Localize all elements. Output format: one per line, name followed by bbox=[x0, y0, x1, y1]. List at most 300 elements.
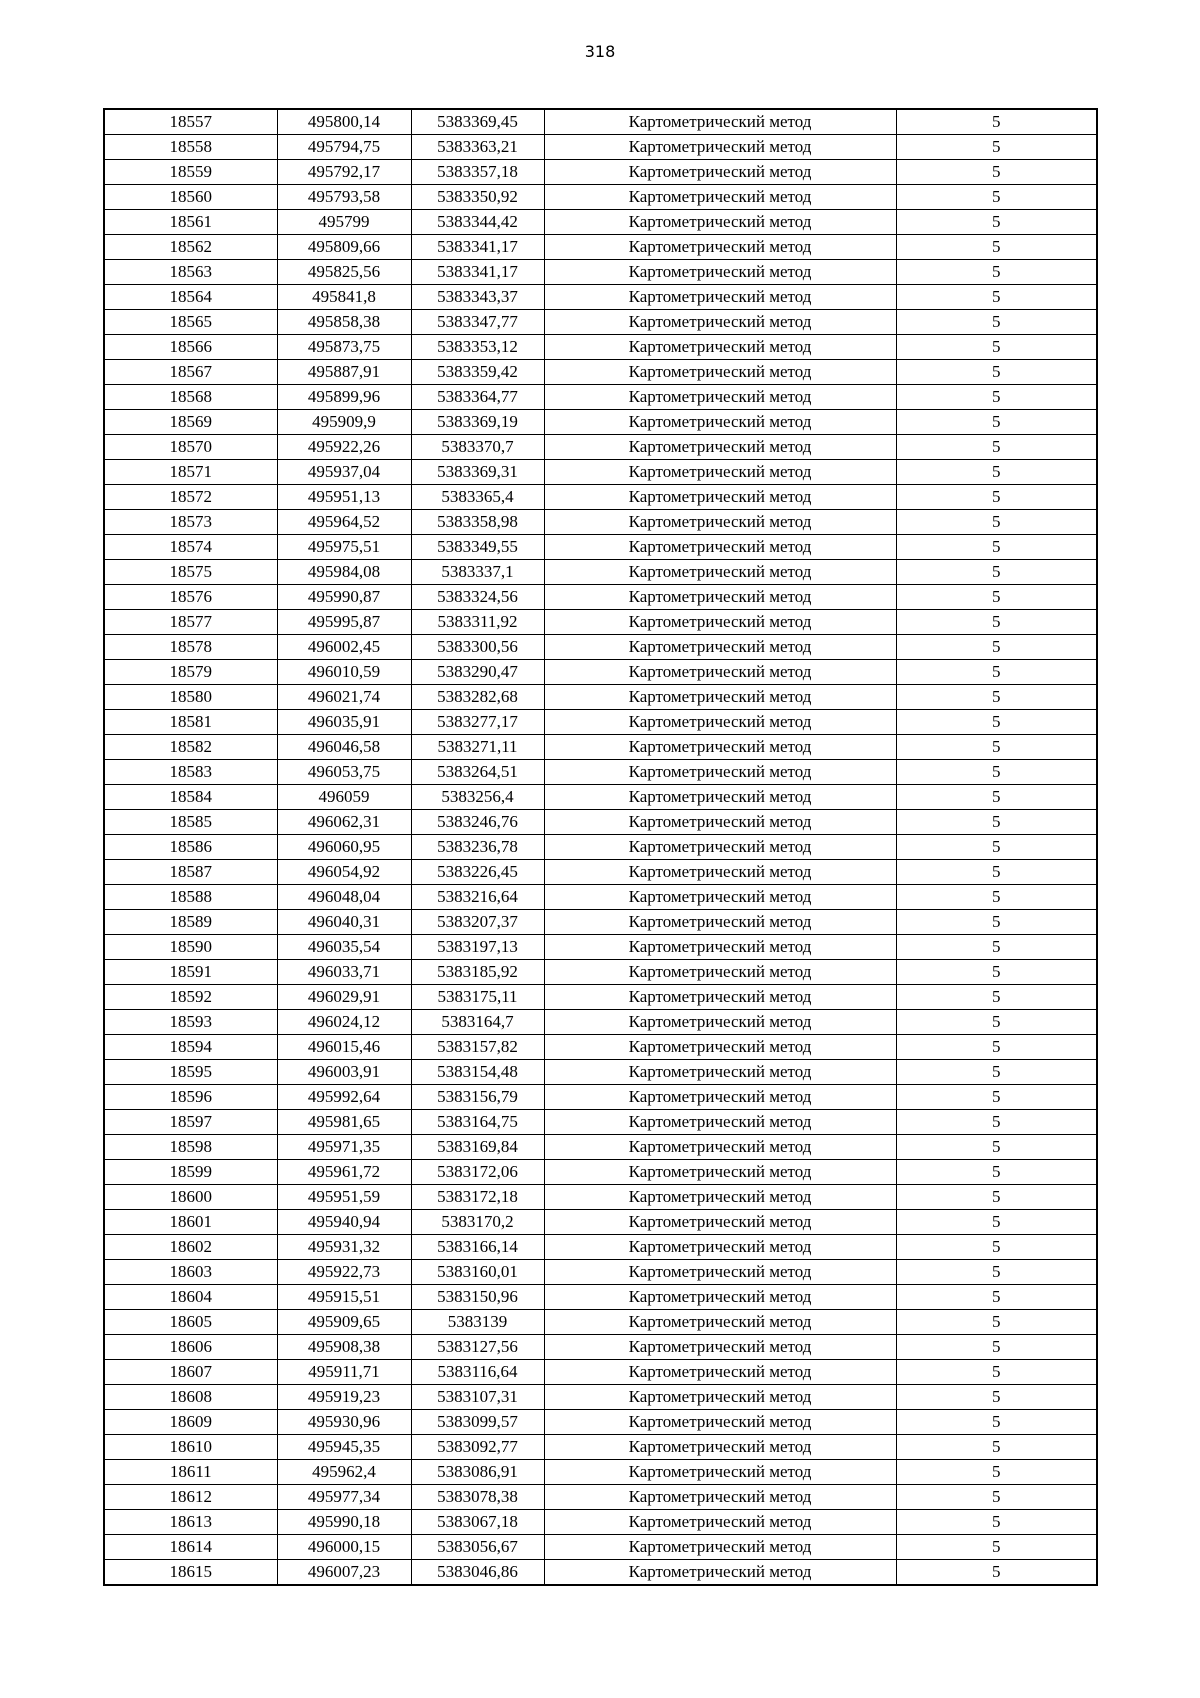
x-coordinate-cell: 495995,87 bbox=[277, 610, 411, 635]
accuracy-cell: 5 bbox=[896, 135, 1097, 160]
y-coordinate-cell: 5383160,01 bbox=[411, 1260, 544, 1285]
x-coordinate-cell: 495990,18 bbox=[277, 1510, 411, 1535]
method-cell: Картометрический метод bbox=[544, 485, 896, 510]
table-row bbox=[104, 135, 1097, 160]
accuracy-cell: 5 bbox=[896, 109, 1097, 135]
method-cell: Картометрический метод bbox=[544, 285, 896, 310]
accuracy-cell: 5 bbox=[896, 310, 1097, 335]
x-coordinate-cell: 495793,58 bbox=[277, 185, 411, 210]
table-row bbox=[104, 585, 1097, 610]
accuracy-cell: 5 bbox=[896, 185, 1097, 210]
method-cell: Картометрический метод bbox=[544, 1260, 896, 1285]
point-number-cell: 18582 bbox=[104, 735, 277, 760]
table-row bbox=[104, 1185, 1097, 1210]
method-cell: Картометрический метод bbox=[544, 1460, 896, 1485]
method-cell: Картометрический метод bbox=[544, 1435, 896, 1460]
y-coordinate-cell: 5383369,45 bbox=[411, 109, 544, 135]
y-coordinate-cell: 5383277,17 bbox=[411, 710, 544, 735]
accuracy-cell: 5 bbox=[896, 985, 1097, 1010]
accuracy-cell: 5 bbox=[896, 935, 1097, 960]
accuracy-cell: 5 bbox=[896, 1010, 1097, 1035]
accuracy-cell: 5 bbox=[896, 685, 1097, 710]
x-coordinate-cell: 495992,64 bbox=[277, 1085, 411, 1110]
point-number-cell: 18591 bbox=[104, 960, 277, 985]
x-coordinate-cell: 496029,91 bbox=[277, 985, 411, 1010]
point-number-cell: 18612 bbox=[104, 1485, 277, 1510]
accuracy-cell: 5 bbox=[896, 285, 1097, 310]
y-coordinate-cell: 5383107,31 bbox=[411, 1385, 544, 1410]
method-cell: Картометрический метод bbox=[544, 385, 896, 410]
point-number-cell: 18584 bbox=[104, 785, 277, 810]
table-row bbox=[104, 360, 1097, 385]
y-coordinate-cell: 5383282,68 bbox=[411, 685, 544, 710]
table-row bbox=[104, 385, 1097, 410]
table-row bbox=[104, 960, 1097, 985]
accuracy-cell: 5 bbox=[896, 1085, 1097, 1110]
y-coordinate-cell: 5383246,76 bbox=[411, 810, 544, 835]
point-number-cell: 18586 bbox=[104, 835, 277, 860]
method-cell: Картометрический метод bbox=[544, 235, 896, 260]
accuracy-cell: 5 bbox=[896, 635, 1097, 660]
y-coordinate-cell: 5383046,86 bbox=[411, 1560, 544, 1586]
page-number: 318 bbox=[584, 42, 616, 61]
point-number-cell: 18597 bbox=[104, 1110, 277, 1135]
method-cell: Картометрический метод bbox=[544, 135, 896, 160]
y-coordinate-cell: 5383256,4 bbox=[411, 785, 544, 810]
y-coordinate-cell: 5383078,38 bbox=[411, 1485, 544, 1510]
x-coordinate-cell: 495873,75 bbox=[277, 335, 411, 360]
y-coordinate-cell: 5383363,21 bbox=[411, 135, 544, 160]
point-number-cell: 18587 bbox=[104, 860, 277, 885]
accuracy-cell: 5 bbox=[896, 1035, 1097, 1060]
accuracy-cell: 5 bbox=[896, 1335, 1097, 1360]
method-cell: Картометрический метод bbox=[544, 960, 896, 985]
y-coordinate-cell: 5383216,64 bbox=[411, 885, 544, 910]
x-coordinate-cell: 495937,04 bbox=[277, 460, 411, 485]
point-number-cell: 18572 bbox=[104, 485, 277, 510]
x-coordinate-cell: 495931,32 bbox=[277, 1235, 411, 1260]
table-row bbox=[104, 1310, 1097, 1335]
method-cell: Картометрический метод bbox=[544, 660, 896, 685]
accuracy-cell: 5 bbox=[896, 1210, 1097, 1235]
point-number-cell: 18610 bbox=[104, 1435, 277, 1460]
point-number-cell: 18583 bbox=[104, 760, 277, 785]
x-coordinate-cell: 496062,31 bbox=[277, 810, 411, 835]
table-row bbox=[104, 1385, 1097, 1410]
x-coordinate-cell: 495909,65 bbox=[277, 1310, 411, 1335]
point-number-cell: 18565 bbox=[104, 310, 277, 335]
y-coordinate-cell: 5383344,42 bbox=[411, 210, 544, 235]
y-coordinate-cell: 5383169,84 bbox=[411, 1135, 544, 1160]
point-number-cell: 18611 bbox=[104, 1460, 277, 1485]
x-coordinate-cell: 495922,73 bbox=[277, 1260, 411, 1285]
method-cell: Картометрический метод bbox=[544, 785, 896, 810]
point-number-cell: 18590 bbox=[104, 935, 277, 960]
y-coordinate-cell: 5383157,82 bbox=[411, 1035, 544, 1060]
point-number-cell: 18592 bbox=[104, 985, 277, 1010]
point-number-cell: 18580 bbox=[104, 685, 277, 710]
x-coordinate-cell: 495975,51 bbox=[277, 535, 411, 560]
table-row bbox=[104, 560, 1097, 585]
x-coordinate-cell: 496007,23 bbox=[277, 1560, 411, 1586]
point-number-cell: 18602 bbox=[104, 1235, 277, 1260]
point-number-cell: 18581 bbox=[104, 710, 277, 735]
table-row bbox=[104, 1235, 1097, 1260]
x-coordinate-cell: 496046,58 bbox=[277, 735, 411, 760]
y-coordinate-cell: 5383172,18 bbox=[411, 1185, 544, 1210]
table-row bbox=[104, 109, 1097, 135]
x-coordinate-cell: 496010,59 bbox=[277, 660, 411, 685]
accuracy-cell: 5 bbox=[896, 1460, 1097, 1485]
method-cell: Картометрический метод bbox=[544, 910, 896, 935]
point-number-cell: 18615 bbox=[104, 1560, 277, 1586]
x-coordinate-cell: 495940,94 bbox=[277, 1210, 411, 1235]
method-cell: Картометрический метод bbox=[544, 735, 896, 760]
x-coordinate-cell: 496003,91 bbox=[277, 1060, 411, 1085]
table-row bbox=[104, 610, 1097, 635]
point-number-cell: 18563 bbox=[104, 260, 277, 285]
x-coordinate-cell: 495799 bbox=[277, 210, 411, 235]
y-coordinate-cell: 5383349,55 bbox=[411, 535, 544, 560]
y-coordinate-cell: 5383324,56 bbox=[411, 585, 544, 610]
accuracy-cell: 5 bbox=[896, 1185, 1097, 1210]
method-cell: Картометрический метод bbox=[544, 710, 896, 735]
y-coordinate-cell: 5383341,17 bbox=[411, 235, 544, 260]
x-coordinate-cell: 495909,9 bbox=[277, 410, 411, 435]
coordinates-table-body bbox=[104, 109, 1097, 1585]
y-coordinate-cell: 5383127,56 bbox=[411, 1335, 544, 1360]
y-coordinate-cell: 5383056,67 bbox=[411, 1535, 544, 1560]
point-number-cell: 18568 bbox=[104, 385, 277, 410]
y-coordinate-cell: 5383236,78 bbox=[411, 835, 544, 860]
x-coordinate-cell: 495887,91 bbox=[277, 360, 411, 385]
table-row bbox=[104, 735, 1097, 760]
table-row bbox=[104, 1160, 1097, 1185]
table-row bbox=[104, 635, 1097, 660]
point-number-cell: 18576 bbox=[104, 585, 277, 610]
table-row bbox=[104, 935, 1097, 960]
x-coordinate-cell: 495951,59 bbox=[277, 1185, 411, 1210]
y-coordinate-cell: 5383170,2 bbox=[411, 1210, 544, 1235]
y-coordinate-cell: 5383207,37 bbox=[411, 910, 544, 935]
accuracy-cell: 5 bbox=[896, 335, 1097, 360]
y-coordinate-cell: 5383290,47 bbox=[411, 660, 544, 685]
point-number-cell: 18606 bbox=[104, 1335, 277, 1360]
accuracy-cell: 5 bbox=[896, 1310, 1097, 1335]
accuracy-cell: 5 bbox=[896, 235, 1097, 260]
table-row bbox=[104, 310, 1097, 335]
x-coordinate-cell: 496059 bbox=[277, 785, 411, 810]
y-coordinate-cell: 5383341,17 bbox=[411, 260, 544, 285]
x-coordinate-cell: 495951,13 bbox=[277, 485, 411, 510]
x-coordinate-cell: 495792,17 bbox=[277, 160, 411, 185]
table-row bbox=[104, 860, 1097, 885]
table-row bbox=[104, 210, 1097, 235]
table-row bbox=[104, 1435, 1097, 1460]
point-number-cell: 18561 bbox=[104, 210, 277, 235]
x-coordinate-cell: 495800,14 bbox=[277, 109, 411, 135]
y-coordinate-cell: 5383369,19 bbox=[411, 410, 544, 435]
method-cell: Картометрический метод bbox=[544, 810, 896, 835]
accuracy-cell: 5 bbox=[896, 460, 1097, 485]
table-row bbox=[104, 1510, 1097, 1535]
y-coordinate-cell: 5383364,77 bbox=[411, 385, 544, 410]
table-row bbox=[104, 485, 1097, 510]
method-cell: Картометрический метод bbox=[544, 1385, 896, 1410]
point-number-cell: 18559 bbox=[104, 160, 277, 185]
method-cell: Картометрический метод bbox=[544, 885, 896, 910]
y-coordinate-cell: 5383185,92 bbox=[411, 960, 544, 985]
y-coordinate-cell: 5383343,37 bbox=[411, 285, 544, 310]
table-row bbox=[104, 1085, 1097, 1110]
point-number-cell: 18564 bbox=[104, 285, 277, 310]
table-row bbox=[104, 335, 1097, 360]
table-row bbox=[104, 160, 1097, 185]
method-cell: Картометрический метод bbox=[544, 760, 896, 785]
method-cell: Картометрический метод bbox=[544, 1510, 896, 1535]
accuracy-cell: 5 bbox=[896, 410, 1097, 435]
method-cell: Картометрический метод bbox=[544, 1210, 896, 1235]
accuracy-cell: 5 bbox=[896, 1360, 1097, 1385]
point-number-cell: 18594 bbox=[104, 1035, 277, 1060]
y-coordinate-cell: 5383067,18 bbox=[411, 1510, 544, 1535]
accuracy-cell: 5 bbox=[896, 1110, 1097, 1135]
point-number-cell: 18604 bbox=[104, 1285, 277, 1310]
table-row bbox=[104, 1560, 1097, 1586]
accuracy-cell: 5 bbox=[896, 760, 1097, 785]
x-coordinate-cell: 495930,96 bbox=[277, 1410, 411, 1435]
method-cell: Картометрический метод bbox=[544, 1035, 896, 1060]
y-coordinate-cell: 5383150,96 bbox=[411, 1285, 544, 1310]
table-row bbox=[104, 1035, 1097, 1060]
table-row bbox=[104, 910, 1097, 935]
x-coordinate-cell: 495961,72 bbox=[277, 1160, 411, 1185]
x-coordinate-cell: 495990,87 bbox=[277, 585, 411, 610]
y-coordinate-cell: 5383350,92 bbox=[411, 185, 544, 210]
point-number-cell: 18607 bbox=[104, 1360, 277, 1385]
table-row bbox=[104, 235, 1097, 260]
point-number-cell: 18574 bbox=[104, 535, 277, 560]
accuracy-cell: 5 bbox=[896, 1535, 1097, 1560]
accuracy-cell: 5 bbox=[896, 610, 1097, 635]
table-row bbox=[104, 685, 1097, 710]
y-coordinate-cell: 5383154,48 bbox=[411, 1060, 544, 1085]
point-number-cell: 18598 bbox=[104, 1135, 277, 1160]
x-coordinate-cell: 496024,12 bbox=[277, 1010, 411, 1035]
point-number-cell: 18577 bbox=[104, 610, 277, 635]
x-coordinate-cell: 495915,51 bbox=[277, 1285, 411, 1310]
y-coordinate-cell: 5383116,64 bbox=[411, 1360, 544, 1385]
table-row bbox=[104, 835, 1097, 860]
x-coordinate-cell: 495977,34 bbox=[277, 1485, 411, 1510]
method-cell: Картометрический метод bbox=[544, 185, 896, 210]
table-row bbox=[104, 785, 1097, 810]
table-row bbox=[104, 1010, 1097, 1035]
table-row bbox=[104, 1110, 1097, 1135]
method-cell: Картометрический метод bbox=[544, 1410, 896, 1435]
point-number-cell: 18599 bbox=[104, 1160, 277, 1185]
method-cell: Картометрический метод bbox=[544, 160, 896, 185]
method-cell: Картометрический метод bbox=[544, 585, 896, 610]
table-row bbox=[104, 1460, 1097, 1485]
method-cell: Картометрический метод bbox=[544, 1235, 896, 1260]
y-coordinate-cell: 5383358,98 bbox=[411, 510, 544, 535]
x-coordinate-cell: 495911,71 bbox=[277, 1360, 411, 1385]
x-coordinate-cell: 496060,95 bbox=[277, 835, 411, 860]
accuracy-cell: 5 bbox=[896, 1260, 1097, 1285]
accuracy-cell: 5 bbox=[896, 585, 1097, 610]
point-number-cell: 18569 bbox=[104, 410, 277, 435]
point-number-cell: 18601 bbox=[104, 1210, 277, 1235]
point-number-cell: 18603 bbox=[104, 1260, 277, 1285]
x-coordinate-cell: 495971,35 bbox=[277, 1135, 411, 1160]
y-coordinate-cell: 5383092,77 bbox=[411, 1435, 544, 1460]
method-cell: Картометрический метод bbox=[544, 1360, 896, 1385]
x-coordinate-cell: 495964,52 bbox=[277, 510, 411, 535]
method-cell: Картометрический метод bbox=[544, 310, 896, 335]
method-cell: Картометрический метод bbox=[544, 260, 896, 285]
accuracy-cell: 5 bbox=[896, 560, 1097, 585]
table-row bbox=[104, 1060, 1097, 1085]
x-coordinate-cell: 495908,38 bbox=[277, 1335, 411, 1360]
point-number-cell: 18570 bbox=[104, 435, 277, 460]
y-coordinate-cell: 5383357,18 bbox=[411, 160, 544, 185]
point-number-cell: 18562 bbox=[104, 235, 277, 260]
x-coordinate-cell: 495841,8 bbox=[277, 285, 411, 310]
point-number-cell: 18605 bbox=[104, 1310, 277, 1335]
y-coordinate-cell: 5383226,45 bbox=[411, 860, 544, 885]
x-coordinate-cell: 496035,91 bbox=[277, 710, 411, 735]
coordinates-table bbox=[103, 108, 1098, 1586]
table-row bbox=[104, 435, 1097, 460]
point-number-cell: 18558 bbox=[104, 135, 277, 160]
method-cell: Картометрический метод bbox=[544, 560, 896, 585]
accuracy-cell: 5 bbox=[896, 1285, 1097, 1310]
point-number-cell: 18608 bbox=[104, 1385, 277, 1410]
method-cell: Картометрический метод bbox=[544, 1110, 896, 1135]
y-coordinate-cell: 5383264,51 bbox=[411, 760, 544, 785]
x-coordinate-cell: 496053,75 bbox=[277, 760, 411, 785]
y-coordinate-cell: 5383271,11 bbox=[411, 735, 544, 760]
table-row bbox=[104, 660, 1097, 685]
accuracy-cell: 5 bbox=[896, 1485, 1097, 1510]
method-cell: Картометрический метод bbox=[544, 935, 896, 960]
accuracy-cell: 5 bbox=[896, 835, 1097, 860]
y-coordinate-cell: 5383172,06 bbox=[411, 1160, 544, 1185]
y-coordinate-cell: 5383365,4 bbox=[411, 485, 544, 510]
y-coordinate-cell: 5383353,12 bbox=[411, 335, 544, 360]
accuracy-cell: 5 bbox=[896, 435, 1097, 460]
accuracy-cell: 5 bbox=[896, 1510, 1097, 1535]
table-row bbox=[104, 1135, 1097, 1160]
method-cell: Картометрический метод bbox=[544, 1060, 896, 1085]
method-cell: Картометрический метод bbox=[544, 210, 896, 235]
y-coordinate-cell: 5383086,91 bbox=[411, 1460, 544, 1485]
method-cell: Картометрический метод bbox=[544, 1310, 896, 1335]
x-coordinate-cell: 495919,23 bbox=[277, 1385, 411, 1410]
x-coordinate-cell: 496002,45 bbox=[277, 635, 411, 660]
method-cell: Картометрический метод bbox=[544, 635, 896, 660]
accuracy-cell: 5 bbox=[896, 510, 1097, 535]
y-coordinate-cell: 5383099,57 bbox=[411, 1410, 544, 1435]
x-coordinate-cell: 495899,96 bbox=[277, 385, 411, 410]
point-number-cell: 18560 bbox=[104, 185, 277, 210]
y-coordinate-cell: 5383359,42 bbox=[411, 360, 544, 385]
y-coordinate-cell: 5383164,75 bbox=[411, 1110, 544, 1135]
point-number-cell: 18593 bbox=[104, 1010, 277, 1035]
table-row bbox=[104, 1535, 1097, 1560]
x-coordinate-cell: 495922,26 bbox=[277, 435, 411, 460]
point-number-cell: 18589 bbox=[104, 910, 277, 935]
x-coordinate-cell: 496035,54 bbox=[277, 935, 411, 960]
x-coordinate-cell: 496048,04 bbox=[277, 885, 411, 910]
accuracy-cell: 5 bbox=[896, 360, 1097, 385]
accuracy-cell: 5 bbox=[896, 910, 1097, 935]
accuracy-cell: 5 bbox=[896, 1160, 1097, 1185]
method-cell: Картометрический метод bbox=[544, 109, 896, 135]
table-row bbox=[104, 985, 1097, 1010]
point-number-cell: 18575 bbox=[104, 560, 277, 585]
table-row bbox=[104, 1260, 1097, 1285]
x-coordinate-cell: 496021,74 bbox=[277, 685, 411, 710]
table-row bbox=[104, 1210, 1097, 1235]
accuracy-cell: 5 bbox=[896, 710, 1097, 735]
table-row bbox=[104, 410, 1097, 435]
table-row bbox=[104, 460, 1097, 485]
accuracy-cell: 5 bbox=[896, 735, 1097, 760]
method-cell: Картометрический метод bbox=[544, 1085, 896, 1110]
table-row bbox=[104, 260, 1097, 285]
method-cell: Картометрический метод bbox=[544, 1160, 896, 1185]
table-row bbox=[104, 185, 1097, 210]
accuracy-cell: 5 bbox=[896, 535, 1097, 560]
method-cell: Картометрический метод bbox=[544, 1135, 896, 1160]
table-row bbox=[104, 535, 1097, 560]
accuracy-cell: 5 bbox=[896, 1435, 1097, 1460]
y-coordinate-cell: 5383164,7 bbox=[411, 1010, 544, 1035]
table-row bbox=[104, 710, 1097, 735]
accuracy-cell: 5 bbox=[896, 160, 1097, 185]
accuracy-cell: 5 bbox=[896, 210, 1097, 235]
table-row bbox=[104, 1410, 1097, 1435]
method-cell: Картометрический метод bbox=[544, 335, 896, 360]
point-number-cell: 18557 bbox=[104, 109, 277, 135]
x-coordinate-cell: 496040,31 bbox=[277, 910, 411, 935]
method-cell: Картометрический метод bbox=[544, 460, 896, 485]
method-cell: Картометрический метод bbox=[544, 1010, 896, 1035]
x-coordinate-cell: 495825,56 bbox=[277, 260, 411, 285]
point-number-cell: 18567 bbox=[104, 360, 277, 385]
accuracy-cell: 5 bbox=[896, 485, 1097, 510]
accuracy-cell: 5 bbox=[896, 660, 1097, 685]
y-coordinate-cell: 5383139 bbox=[411, 1310, 544, 1335]
x-coordinate-cell: 495981,65 bbox=[277, 1110, 411, 1135]
point-number-cell: 18600 bbox=[104, 1185, 277, 1210]
table-row bbox=[104, 1360, 1097, 1385]
point-number-cell: 18566 bbox=[104, 335, 277, 360]
method-cell: Картометрический метод bbox=[544, 510, 896, 535]
table-row bbox=[104, 810, 1097, 835]
y-coordinate-cell: 5383369,31 bbox=[411, 460, 544, 485]
x-coordinate-cell: 496033,71 bbox=[277, 960, 411, 985]
accuracy-cell: 5 bbox=[896, 1060, 1097, 1085]
method-cell: Картометрический метод bbox=[544, 1285, 896, 1310]
table-row bbox=[104, 760, 1097, 785]
x-coordinate-cell: 496000,15 bbox=[277, 1535, 411, 1560]
x-coordinate-cell: 495945,35 bbox=[277, 1435, 411, 1460]
table-row bbox=[104, 1285, 1097, 1310]
y-coordinate-cell: 5383370,7 bbox=[411, 435, 544, 460]
